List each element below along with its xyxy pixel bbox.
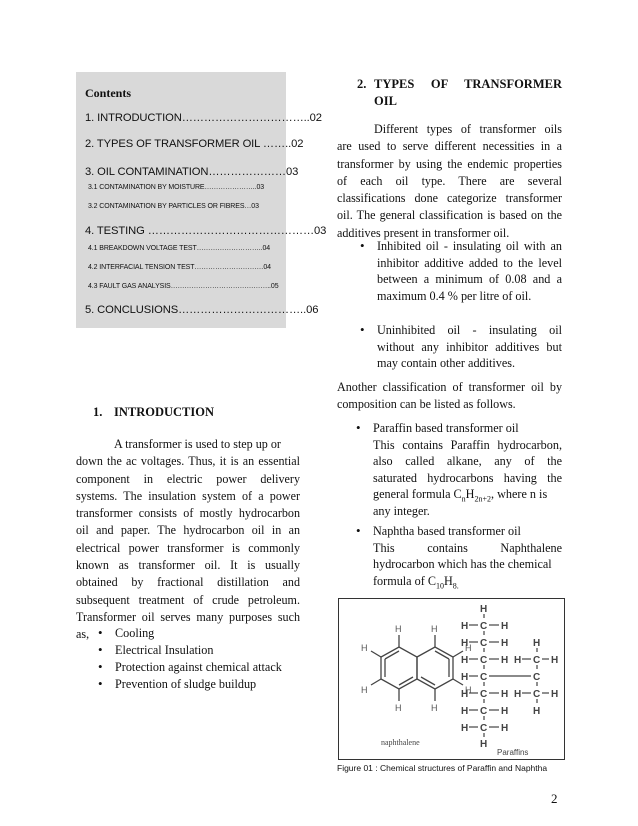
formula-text: , where n is [491,487,548,501]
svg-text:H: H [501,723,509,734]
svg-text:H: H [480,739,488,750]
intro-line: transformer consists of mostly hydrocarbon [76,506,300,521]
naphthalene-label: naphthalene [381,738,420,747]
intro-line: component in electric power delivery [76,471,300,486]
svg-text:H: H [461,655,469,666]
paraffin-bullet [373,420,562,519]
svg-text:H: H [551,655,559,666]
toc-entry[interactable]: 5. CONCLUSIONS……………………………..06 [85,304,319,316]
naphthalene-structure [371,635,463,701]
svg-text:C: C [480,672,488,683]
toc-entry[interactable]: 2. TYPES OF TRANSFORMER OIL ……..02 [85,138,304,150]
toc-subentry[interactable]: 4.3 FAULT GAS ANALYSIS……………………………………..05 [88,283,279,290]
svg-text:C: C [480,689,488,700]
svg-text:H: H [533,706,541,717]
svg-text:H: H [501,689,509,700]
toc-subentry[interactable]: 3.1 CONTAMINATION BY MOISTURE…………………..03 [88,184,265,191]
naphtha-title: • Naphtha based transformer oil [373,524,521,538]
inhibited-oil-bullet [377,238,562,304]
svg-text:H: H [551,689,559,700]
bullet-line: maximum 0.4 % per litre of oil. [377,288,532,303]
composition-line: Another classification of transformer oil by [337,380,562,394]
svg-text:H: H [461,621,469,632]
atom-h: H [361,685,368,695]
naphtha-formula-line [373,573,562,590]
svg-text:H: H [501,655,509,666]
svg-text:H: H [461,638,469,649]
composition-paragraph [337,379,562,414]
intro-line: A transformer is used to step up or [114,437,281,451]
formula-sub: 8. [452,580,459,590]
toc-subentry[interactable]: 4.1 BREAKDOWN VOLTAGE TEST………………………..04 [88,245,271,252]
svg-text:H: H [501,706,509,717]
svg-text:H: H [480,604,488,615]
svg-text:H: H [461,723,469,734]
intro-bullet: • Electrical Insulation [115,642,213,659]
paraffin-structure [461,604,558,750]
types-line: transformer by using the endemic properties [337,156,562,171]
toc-subentry[interactable]: 3.2 CONTAMINATION BY PARTICLES OR FIBRES…03 [88,203,259,210]
formula-sub: 10 [435,580,444,590]
bullet-line: inhibitor additive added to the level [377,255,562,270]
svg-text:H: H [461,706,469,717]
paraffins-label: Paraffins [497,748,529,757]
atom-h: H [395,703,402,713]
intro-line: systems. The insulation system of a power [76,488,300,503]
intro-line: Transformer oil serves many purposes such [76,609,300,624]
intro-line: electrical power transformer is commonly [76,540,300,555]
bullet-line: • Uninhibited oil - insulating oil [377,323,562,337]
toc-title: Contents [85,86,132,100]
chemical-structures-figure [338,598,565,760]
svg-text:C: C [480,638,488,649]
structures-svg [339,599,564,759]
toc-entry[interactable]: 1. INTRODUCTION……………………………..02 [85,112,322,124]
atom-h: H [465,685,472,695]
types-line: oil. The general classification is based on the [337,208,562,223]
intro-heading: INTRODUCTION [114,405,215,419]
intro-line: known as transformer oil. It is usually [76,558,300,573]
paraffin-line: any integer. [373,503,430,518]
naphtha-line: hydrocarbon which has the chemical [373,557,552,571]
naphtha-line: This contains Naphthalene [373,540,562,555]
bullet-line: • Inhibited oil - insulating oil with an [377,239,562,253]
svg-text:C: C [533,655,541,666]
formula-text: general formula C [373,487,462,501]
types-line: classifications done categorize transformer [337,191,562,206]
intro-line: as, [76,627,90,642]
page-number: 2 [551,791,558,806]
formula-sub: 2n+2 [474,494,491,504]
types-heading-number: 2. [357,77,367,91]
types-heading: TYPES OF TRANSFORMER [374,77,562,91]
formula-text: H [465,487,475,501]
atom-h: H [465,643,472,653]
intro-line: down the ac voltages. Thus, it is an essential [76,454,300,469]
types-heading-line2: OIL [374,94,397,108]
svg-text:H: H [514,689,522,700]
atom-h: H [431,624,438,634]
uninhibited-oil-bullet [377,322,562,372]
paraffin-line: also called alkane, any of the [373,454,562,468]
paraffin-formula-line [373,486,562,503]
svg-text:C: C [480,621,488,632]
paraffin-title: • Paraffin based transformer oil [373,421,519,435]
formula-text: formula of C [373,573,436,588]
atom-h: H [395,624,402,634]
intro-heading-number: 1. [93,405,103,419]
types-line: are used to serve different necessities in a [337,139,562,154]
paraffin-line: saturated hydrocarbons having the [373,470,562,485]
paraffin-line: This contains Paraffin hydrocarbon, [373,437,562,452]
table-of-contents [76,72,327,328]
figure-caption: Figure 01 : Chemical structures of Paraffin and Naphtha [337,763,548,773]
intro-bullet: • Cooling [115,625,154,642]
bullet-line: between a minimum of 0.08 and a [377,272,562,286]
svg-text:C: C [480,723,488,734]
svg-text:H: H [533,638,541,649]
types-paragraph [337,121,562,242]
intro-line: subsequent treatment of crude petroleum. [76,592,300,607]
bullet-line: without any inhibitor additives but [377,339,562,354]
types-line: of each oil type. There are several [337,173,562,188]
intro-bullet: • Protection against chemical attack [115,659,282,676]
naphtha-bullet [373,523,562,589]
types-line: Different types of transformer oils [374,122,562,136]
svg-text:H: H [501,638,509,649]
svg-text:C: C [533,689,541,700]
composition-line: composition can be listed as follows. [337,397,516,412]
svg-text:C: C [480,655,488,666]
toc-entry[interactable]: 3. OIL CONTAMINATION…………………03 [85,166,299,178]
svg-text:H: H [461,672,469,683]
atom-h: H [361,643,368,653]
formula-sub: n [461,494,466,504]
intro-bullet: • Prevention of sludge buildup [115,676,256,693]
intro-line: oil and paper. The hydrocarbon oil in an [76,523,300,538]
toc-entry[interactable]: 4. TESTING ………………………………………03 [85,225,327,237]
svg-text:C: C [533,672,541,683]
intro-paragraph [76,436,300,644]
toc-subentry[interactable]: 4.2 INTERFACIAL TENSION TEST…………………………04 [88,264,271,271]
svg-text:C: C [480,706,488,717]
intro-line: obtained by fractional distillation and [76,575,300,590]
atom-h: H [431,703,438,713]
bullet-line: may contain other additives. [377,356,516,370]
svg-text:H: H [501,621,509,632]
svg-text:H: H [514,655,522,666]
formula-text: H [443,573,453,588]
types-line: additives present in transformer oil. [337,225,510,240]
svg-text:H: H [461,689,469,700]
